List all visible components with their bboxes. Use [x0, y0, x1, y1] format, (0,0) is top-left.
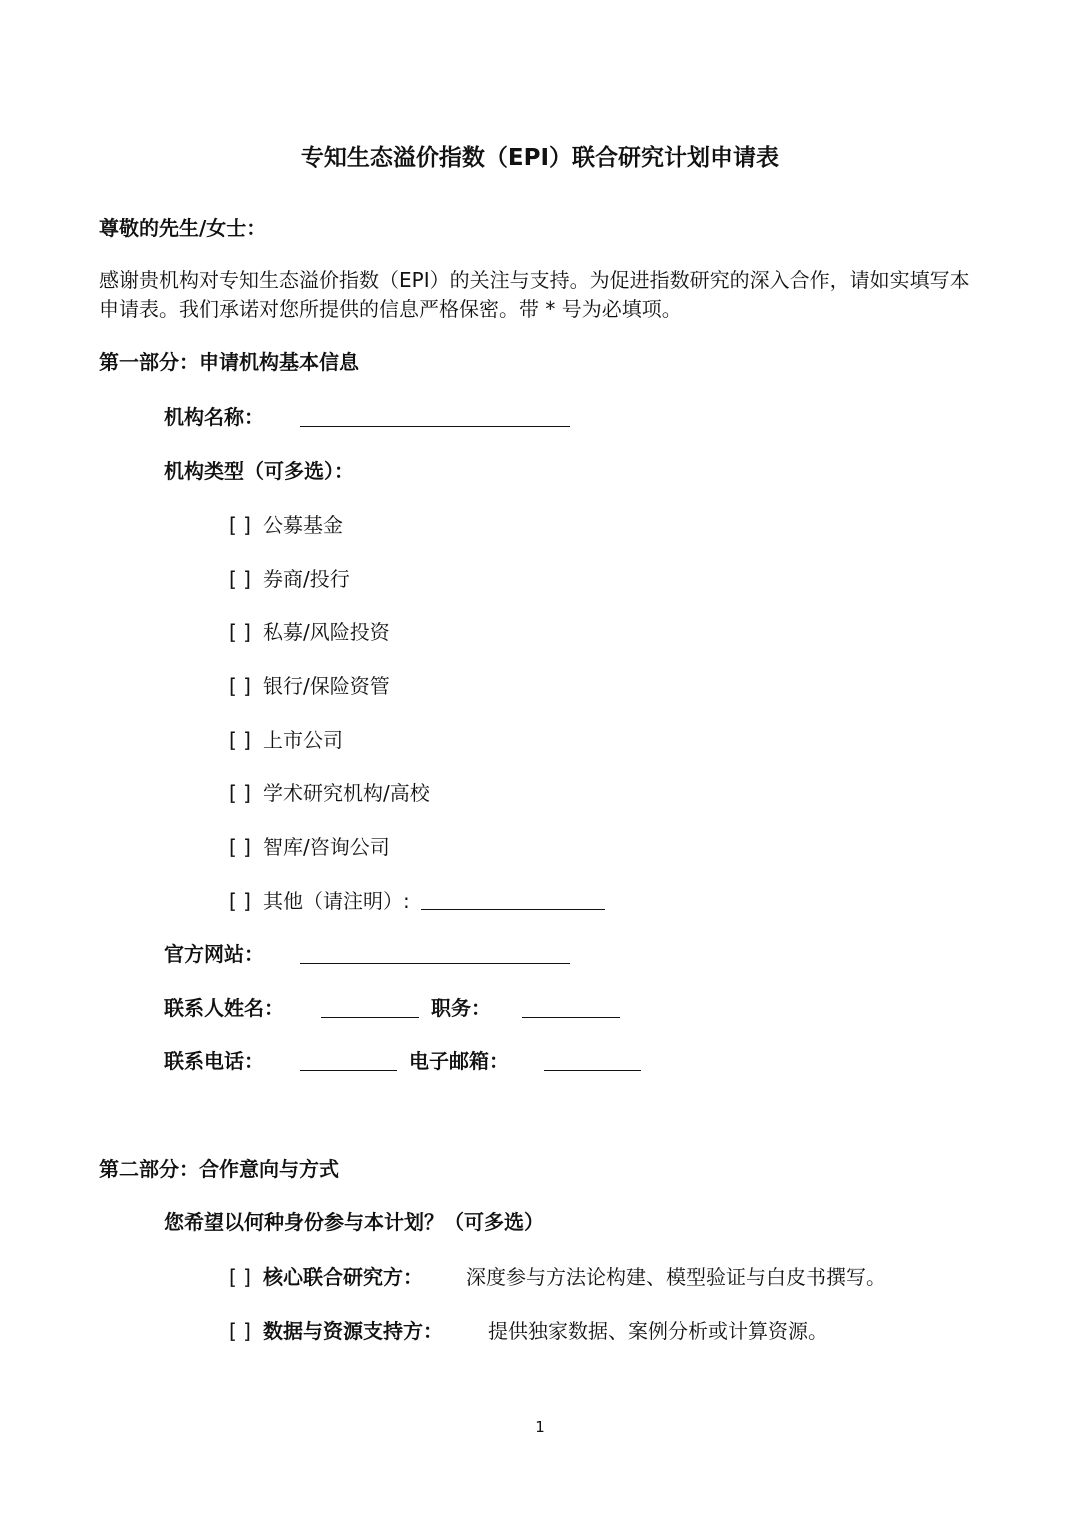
- participation-option[interactable]: [229, 1263, 423, 1291]
- contact-name-label: 联系人姓名：: [164, 996, 284, 1020]
- participation-question: 您希望以何种身份参与本计划？（可多选）: [164, 1210, 544, 1234]
- email-field[interactable]: [544, 1070, 641, 1071]
- participation-option-label: 数据与资源支持方：: [262, 1319, 443, 1343]
- org-type-option[interactable]: [229, 887, 410, 915]
- participation-option-label: 核心联合研究方：: [262, 1265, 423, 1289]
- checkbox-icon[interactable]: [ ]: [229, 781, 251, 805]
- greeting: 尊敬的先生/女士：: [99, 216, 267, 240]
- checkbox-icon[interactable]: [ ]: [229, 1319, 251, 1343]
- participation-option-desc: 提供独家数据、案例分析或计算资源。: [488, 1319, 828, 1343]
- org-type-option-label: 券商/投行: [262, 567, 350, 591]
- intro-paragraph: 感谢贵机构对专知生态溢价指数（EPI）的关注与支持。为促进指数研究的深入合作，请如实填写本申请表。我们承诺对您所提供的信息严格保密。带 * 号为必填项。: [99, 268, 970, 321]
- email-label: 电子邮箱：: [409, 1049, 509, 1073]
- org-type-option[interactable]: [229, 565, 350, 593]
- org-type-option-label: 学术研究机构/高校: [262, 781, 430, 805]
- checkbox-icon[interactable]: [ ]: [229, 728, 251, 752]
- checkbox-icon[interactable]: [ ]: [229, 1265, 251, 1289]
- org-type-option[interactable]: [229, 779, 430, 807]
- website-field[interactable]: [300, 963, 570, 964]
- website-label: 官方网站：: [164, 942, 264, 966]
- org-type-option-label: 公募基金: [262, 513, 343, 537]
- participation-option-desc: 深度参与方法论构建、模型验证与白皮书撰写。: [466, 1265, 886, 1289]
- org-type-option-label: 其他（请注明）:: [262, 889, 410, 913]
- org-name-label: 机构名称：: [164, 405, 264, 429]
- checkbox-icon[interactable]: [ ]: [229, 513, 251, 537]
- org-type-option[interactable]: [229, 511, 343, 539]
- contact-name-field[interactable]: [321, 1017, 419, 1018]
- checkbox-icon[interactable]: [ ]: [229, 835, 251, 859]
- part1-heading: 第一部分：申请机构基本信息: [99, 350, 359, 374]
- position-field[interactable]: [522, 1017, 620, 1018]
- phone-field[interactable]: [300, 1070, 397, 1071]
- org-type-option-label: 私募/风险投资: [262, 620, 390, 644]
- org-type-label: 机构类型（可多选）：: [164, 459, 354, 483]
- checkbox-icon[interactable]: [ ]: [229, 567, 251, 591]
- other-type-field[interactable]: [421, 909, 605, 910]
- position-label: 职务：: [431, 996, 491, 1020]
- org-type-option[interactable]: [229, 618, 390, 646]
- org-type-option-label: 银行/保险资管: [262, 674, 390, 698]
- phone-label: 联系电话：: [164, 1049, 264, 1073]
- org-type-option[interactable]: [229, 833, 390, 861]
- checkbox-icon[interactable]: [ ]: [229, 889, 251, 913]
- org-type-option[interactable]: [229, 726, 343, 754]
- org-type-option[interactable]: [229, 672, 390, 700]
- checkbox-icon[interactable]: [ ]: [229, 674, 251, 698]
- org-type-option-label: 上市公司: [262, 728, 343, 752]
- participation-option[interactable]: [229, 1317, 443, 1345]
- part2-heading: 第二部分：合作意向与方式: [99, 1157, 339, 1181]
- org-type-option-label: 智库/咨询公司: [262, 835, 390, 859]
- org-name-field[interactable]: [300, 426, 570, 427]
- page-number: 1: [535, 1418, 545, 1436]
- checkbox-icon[interactable]: [ ]: [229, 620, 251, 644]
- document-title: 专知生态溢价指数（EPI）联合研究计划申请表: [300, 145, 780, 171]
